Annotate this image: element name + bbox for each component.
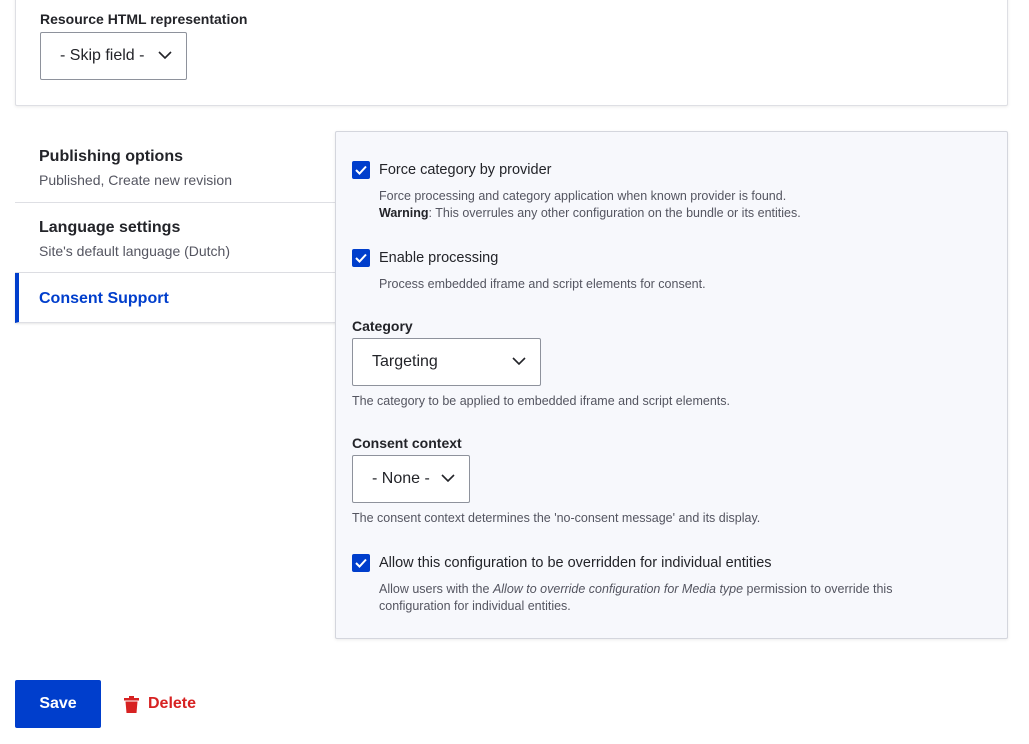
vertical-tabs-menu bbox=[15, 131, 336, 323]
description-text: Allow users with the bbox=[379, 582, 493, 596]
allow-override-checkbox[interactable] bbox=[352, 554, 370, 572]
category-select-value: Targeting bbox=[372, 353, 438, 370]
consent-support-pane bbox=[335, 131, 1008, 639]
save-button[interactable]: Save bbox=[15, 680, 101, 728]
description-line: Force processing and category application when known provider is found. bbox=[379, 189, 787, 203]
enable-processing-checkbox[interactable] bbox=[352, 249, 370, 267]
force-category-checkbox[interactable] bbox=[352, 161, 370, 179]
description-text: permission to override this bbox=[743, 582, 893, 596]
category-select[interactable] bbox=[352, 338, 541, 386]
delete-button[interactable] bbox=[124, 694, 196, 714]
vtab-summary: Published, Create new revision bbox=[39, 172, 232, 188]
vtab-title: Language settings bbox=[39, 219, 181, 236]
enable-processing-row bbox=[352, 249, 498, 267]
description-line: configuration for individual entities. bbox=[379, 599, 571, 613]
warning-line bbox=[379, 205, 801, 222]
vtab-consent-support[interactable] bbox=[15, 273, 336, 323]
category-label: Category bbox=[352, 318, 413, 334]
permission-name: Allow to override configuration for Media type bbox=[492, 582, 744, 596]
resource-html-card bbox=[15, 0, 1008, 106]
consent-context-select[interactable] bbox=[352, 455, 470, 503]
resource-html-select[interactable] bbox=[40, 32, 187, 80]
vtab-publishing-options[interactable] bbox=[15, 131, 336, 203]
consent-context-description: The consent context determines the 'no-consent message' and its display. bbox=[352, 511, 761, 525]
warning-label: Warning bbox=[379, 206, 429, 220]
force-category-label[interactable]: Force category by provider bbox=[379, 162, 552, 178]
consent-context-label: Consent context bbox=[352, 435, 462, 451]
description-line bbox=[379, 581, 892, 598]
allow-override-description bbox=[379, 581, 892, 615]
checkmark-icon bbox=[355, 558, 367, 568]
resource-html-label: Resource HTML representation bbox=[40, 11, 248, 27]
warning-text: : This overrules any other configuration on the bundle or its entities. bbox=[428, 206, 801, 220]
vtab-summary: Site's default language (Dutch) bbox=[39, 243, 231, 259]
chevron-down-icon bbox=[158, 51, 172, 59]
chevron-down-icon bbox=[512, 357, 526, 365]
chevron-down-icon bbox=[441, 474, 455, 482]
vtab-title: Consent Support bbox=[39, 290, 169, 307]
consent-context-select-value: - None - bbox=[372, 470, 430, 487]
category-description: The category to be applied to embedded iframe and script elements. bbox=[352, 394, 730, 408]
vtab-language-settings[interactable] bbox=[15, 203, 336, 273]
vtab-title: Publishing options bbox=[39, 148, 183, 165]
checkmark-icon bbox=[355, 165, 367, 175]
trash-icon bbox=[124, 696, 139, 713]
allow-override-label[interactable]: Allow this configuration to be overridden for individual entities bbox=[379, 555, 772, 571]
enable-processing-label[interactable]: Enable processing bbox=[379, 250, 499, 266]
enable-processing-description: Process embedded iframe and script elements for consent. bbox=[379, 277, 706, 291]
force-category-row bbox=[352, 161, 551, 179]
resource-html-select-value: - Skip field - bbox=[60, 47, 145, 64]
checkmark-icon bbox=[355, 253, 367, 263]
delete-label: Delete bbox=[148, 695, 197, 712]
force-category-description bbox=[379, 188, 801, 222]
allow-override-row bbox=[352, 554, 772, 572]
